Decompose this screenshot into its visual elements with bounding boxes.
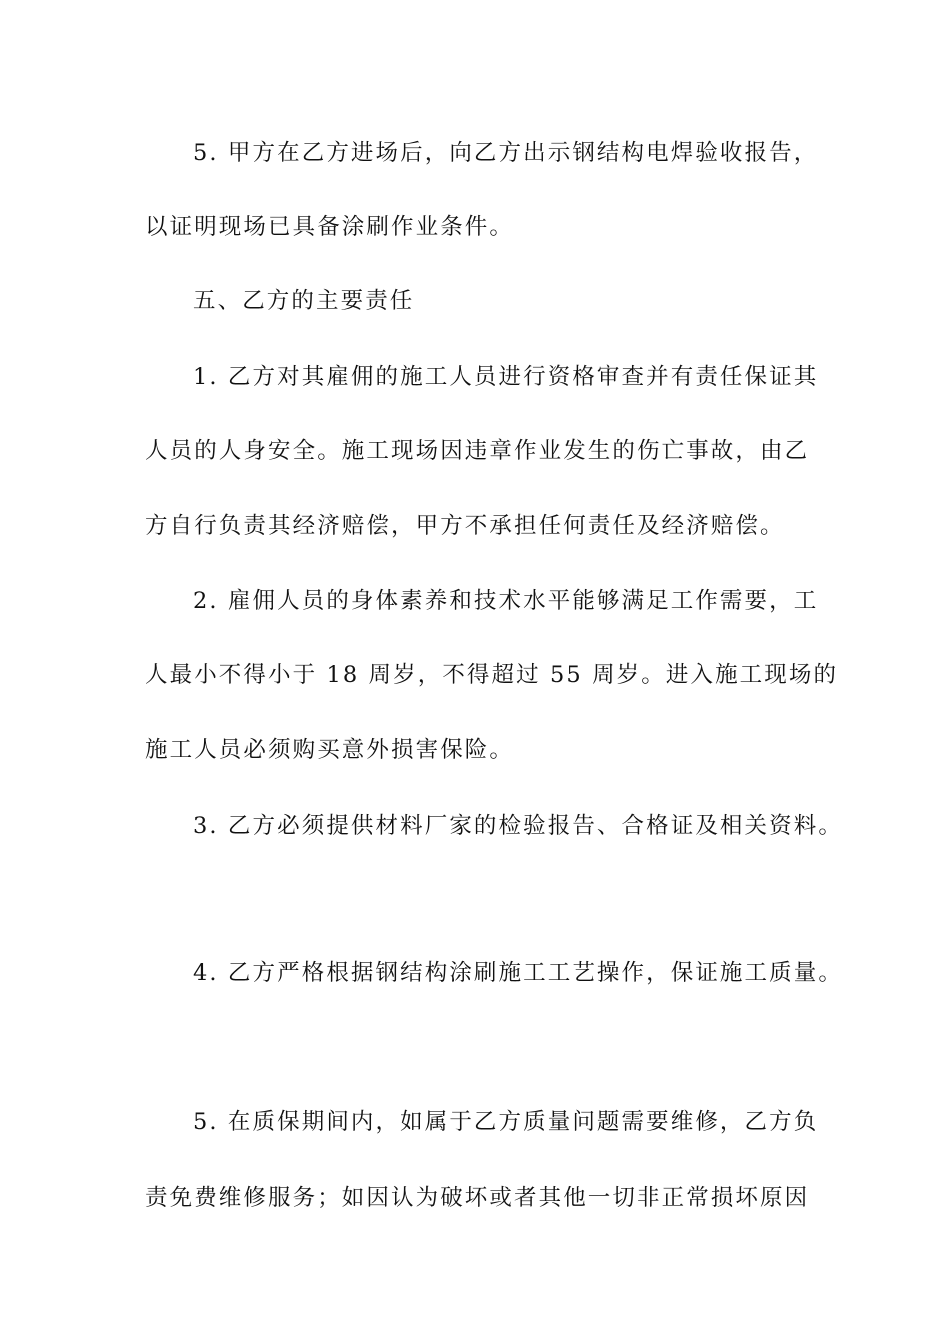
- paragraph-line: 以证明现场已具备涂刷作业条件。: [145, 214, 515, 240]
- paragraph-line: 人最小不得小于 18 周岁，不得超过 55 周岁。进入施工现场的: [145, 662, 839, 688]
- paragraph-line: 2. 雇佣人员的身体素养和技术水平能够满足工作需要，工: [193, 588, 819, 614]
- paragraph-line: 责免费维修服务；如因认为破坏或者其他一切非正常损坏原因: [145, 1185, 810, 1211]
- paragraph-line: 施工人员必须购买意外损害保险。: [145, 737, 515, 763]
- section-heading: 五、乙方的主要责任: [193, 288, 415, 314]
- paragraph-line: 4. 乙方严格根据钢结构涂刷施工工艺操作，保证施工质量。: [193, 960, 843, 986]
- paragraph-line: 方自行负责其经济赔偿，甲方不承担任何责任及经济赔偿。: [145, 513, 785, 539]
- paragraph-line: 3. 乙方必须提供材料厂家的检验报告、合格证及相关资料。: [193, 813, 843, 839]
- paragraph-line: 5. 甲方在乙方进场后，向乙方出示钢结构电焊验收报告，: [193, 140, 819, 166]
- paragraph-line: 人员的人身安全。施工现场因违章作业发生的伤亡事故，由乙: [145, 438, 810, 464]
- paragraph-line: 5. 在质保期间内，如属于乙方质量问题需要维修，乙方负: [193, 1109, 819, 1135]
- paragraph-line: 1. 乙方对其雇佣的施工人员进行资格审查并有责任保证其: [193, 364, 819, 390]
